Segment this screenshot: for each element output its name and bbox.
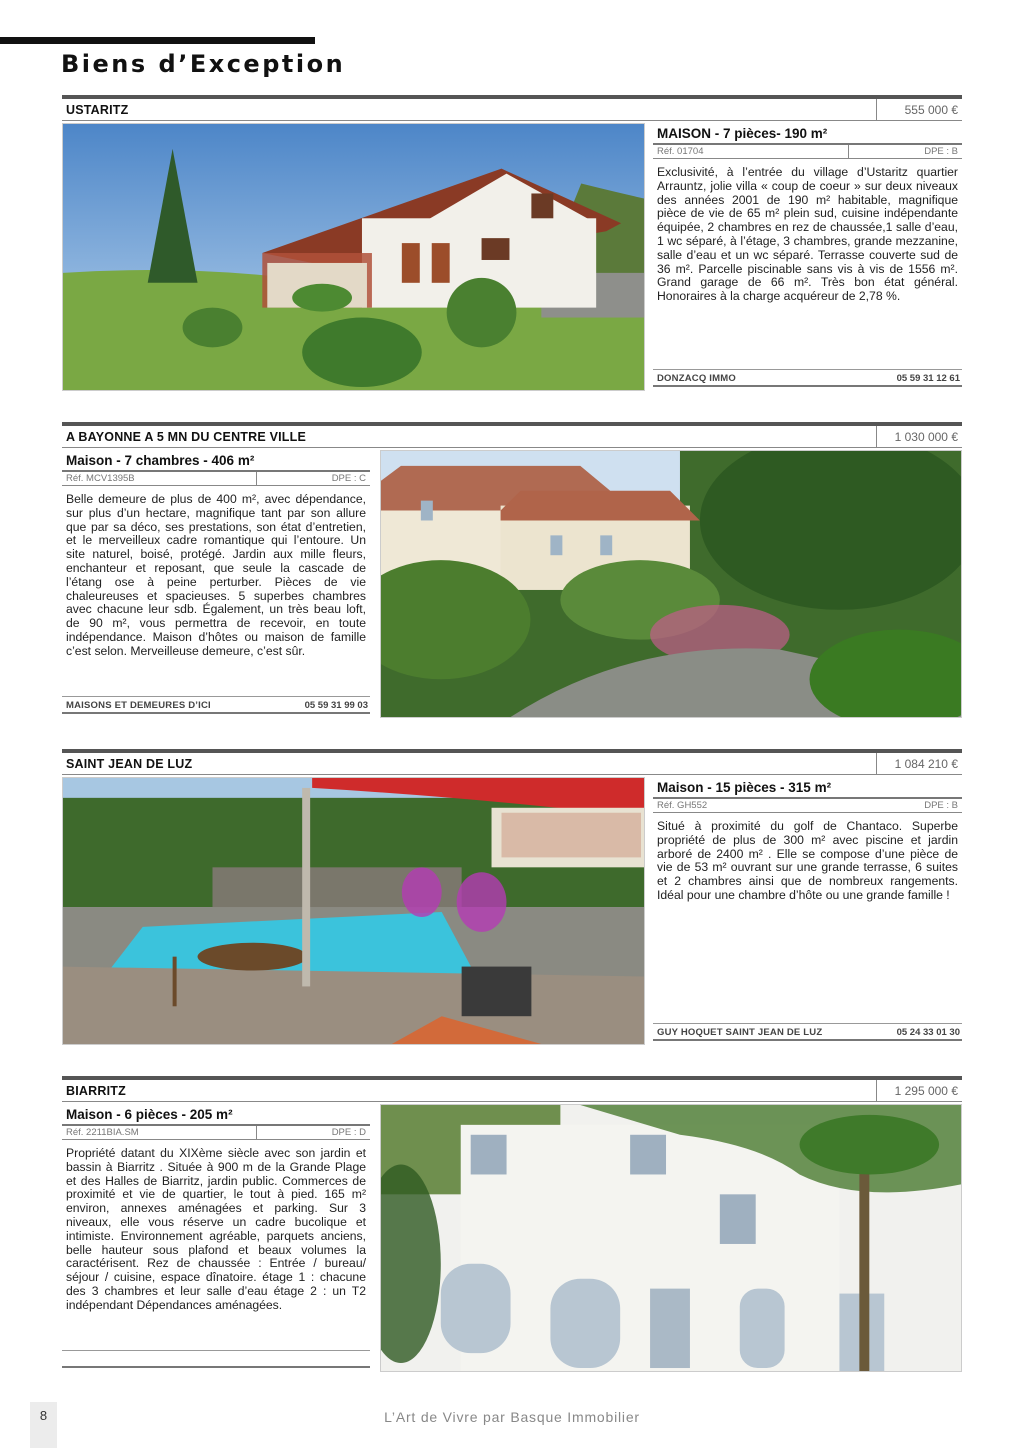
property-photo[interactable] <box>62 777 645 1045</box>
agency-name[interactable]: GUY HOQUET SAINT JEAN DE LUZ <box>657 1027 823 1038</box>
property-photo[interactable] <box>62 123 645 391</box>
ref-divider <box>848 145 849 158</box>
listing-saint-jean-de-luz[interactable] <box>62 749 962 1059</box>
property-title: MAISON - 7 pièces- 190 m² <box>653 123 962 145</box>
dpe-rating: DPE : D <box>331 1127 366 1138</box>
agency-row <box>653 369 962 387</box>
property-ref: Réf. MCV1395B <box>66 473 135 484</box>
agency-name[interactable]: MAISONS ET DEMEURES D’ICI <box>66 700 211 711</box>
agency-row <box>653 1023 962 1041</box>
listing-info <box>62 1104 370 1372</box>
listing-location: USTARITZ <box>66 103 129 117</box>
listing-header <box>62 749 962 775</box>
property-photo[interactable] <box>380 450 962 718</box>
ref-row <box>653 145 962 159</box>
listing-location: A BAYONNE A 5 MN DU CENTRE VILLE <box>66 430 306 444</box>
listing-price: 1 295 000 € <box>876 1080 962 1101</box>
listing-biarritz[interactable] <box>62 1076 962 1386</box>
property-description: Situé à proximité du golf de Chantaco. Superbe propriété de plus de 300 m² avec piscine et jardin arboré de 2400 m² . Elle se compose d’une pièce de vie de 53 m² ouvrant sur une grande terrasse, 6 suites et 2 chambres ainsi que de nombreux rangements. Idéal pour une chambre d’hôte ou une grande famille ! <box>657 819 958 902</box>
listing-header <box>62 422 962 448</box>
ref-row <box>653 799 962 813</box>
property-title: Maison - 6 pièces - 205 m² <box>62 1104 370 1126</box>
listing-info <box>653 777 962 1045</box>
agency-row <box>62 696 370 714</box>
property-ref: Réf. GH552 <box>657 800 708 811</box>
property-description: Exclusivité, à l’entrée du village d’Ustaritz quartier Arrauntz, jolie villa « coup de coeur » sur deux niveaux des années 2001 de 190 m² habitable, magnifique pièce de vie de 65 m² plein sud, cuisine indépendante équipée, 2 chambres en rez de chaussée,1 salle d’eau, 1 wc séparé, à l’étage, 3 chambres, grande mezzanine, salle d’eau et un wc séparé. Terrasse couverte sud de 36 m². Parcelle piscinable sans vis à vis de 1556 m². Grand garage de 66 m². Très bon état général. Honoraires à la charge acquéreur de 2,78 %. <box>657 165 958 304</box>
listing-header <box>62 1076 962 1102</box>
ref-row <box>62 472 370 486</box>
footer-tagline: L’Art de Vivre par Basque Immobilier <box>384 1409 640 1425</box>
property-ref: Réf. 2211BIA.SM <box>66 1127 139 1138</box>
listing-price: 1 084 210 € <box>876 753 962 774</box>
agency-name[interactable]: DONZACQ IMMO <box>657 373 736 384</box>
dpe-rating: DPE : B <box>924 800 958 811</box>
page-heading: Biens d’Exception <box>61 50 346 78</box>
listing-bayonne[interactable] <box>62 422 962 732</box>
property-title: Maison - 15 pièces - 315 m² <box>653 777 962 799</box>
ref-row <box>62 1126 370 1140</box>
agency-phone[interactable]: 05 59 31 12 61 <box>896 373 960 384</box>
listing-info <box>62 450 370 718</box>
property-title: Maison - 7 chambres - 406 m² <box>62 450 370 472</box>
agency-row <box>62 1350 370 1368</box>
agency-phone[interactable]: 05 24 33 01 30 <box>896 1027 960 1038</box>
listing-price: 555 000 € <box>876 99 962 120</box>
listing-info <box>653 123 962 391</box>
ref-divider <box>256 1126 257 1139</box>
property-photo[interactable] <box>380 1104 962 1372</box>
listing-ustaritz[interactable] <box>62 95 962 405</box>
agency-phone[interactable]: 05 59 31 99 03 <box>304 700 368 711</box>
property-ref: Réf. 01704 <box>657 146 704 157</box>
dpe-rating: DPE : C <box>331 473 366 484</box>
listing-price: 1 030 000 € <box>876 426 962 447</box>
property-description: Propriété datant du XIXème siècle avec son jardin et bassin à Biarritz . Située à 900 m de la Grande Plage et des Halles de Biarritz, jardin public. Commerces de proximité et vie de quartier, le tout à pied. 165 m² environ, annexes aménagées et parking. Sur 3 niveaux, elle vous réserve un cadre bucolique et intimiste. Environnement agréable, parquets anciens, belle hauteur sous plafond et beaux volumes la caractérisent. Rez de chaussée : Entrée / bureau/ séjour / cuisine, espace dînatoire. étage 1 : chacune des 3 chambres et leur salle d’eau étage 2 : un T2 indépendant Dépendances aménagées. <box>66 1146 366 1312</box>
page-number: 8 <box>30 1402 57 1448</box>
listing-header <box>62 95 962 121</box>
ref-divider <box>256 472 257 485</box>
top-accent-bar <box>0 37 315 44</box>
listing-location: SAINT JEAN DE LUZ <box>66 757 193 771</box>
listing-location: BIARRITZ <box>66 1084 126 1098</box>
property-description: Belle demeure de plus de 400 m², avec dépendance, sur plus d’un hectare, magnifique tant par son allure que par sa déco, ses prestations, son état d’entretien, et le merveilleux cadre romantique qui l’entoure. Un site naturel, boisé, protégé. Jardin aux mille fleurs, enchanteur et reposant, que seule la cascade de l’étang ose à peine perturber. Pièces de vie chaleureuses et spacieuses. 5 superbes chambres avec chacune leur sdb. Également, un très beau loft, de 90 m², vous permettra de recevoir, en toute indépendance. Maison d’hôtes ou maison de famille c’est selon. Merveilleuse demeure, c’est sûr. <box>66 492 366 658</box>
dpe-rating: DPE : B <box>924 146 958 157</box>
